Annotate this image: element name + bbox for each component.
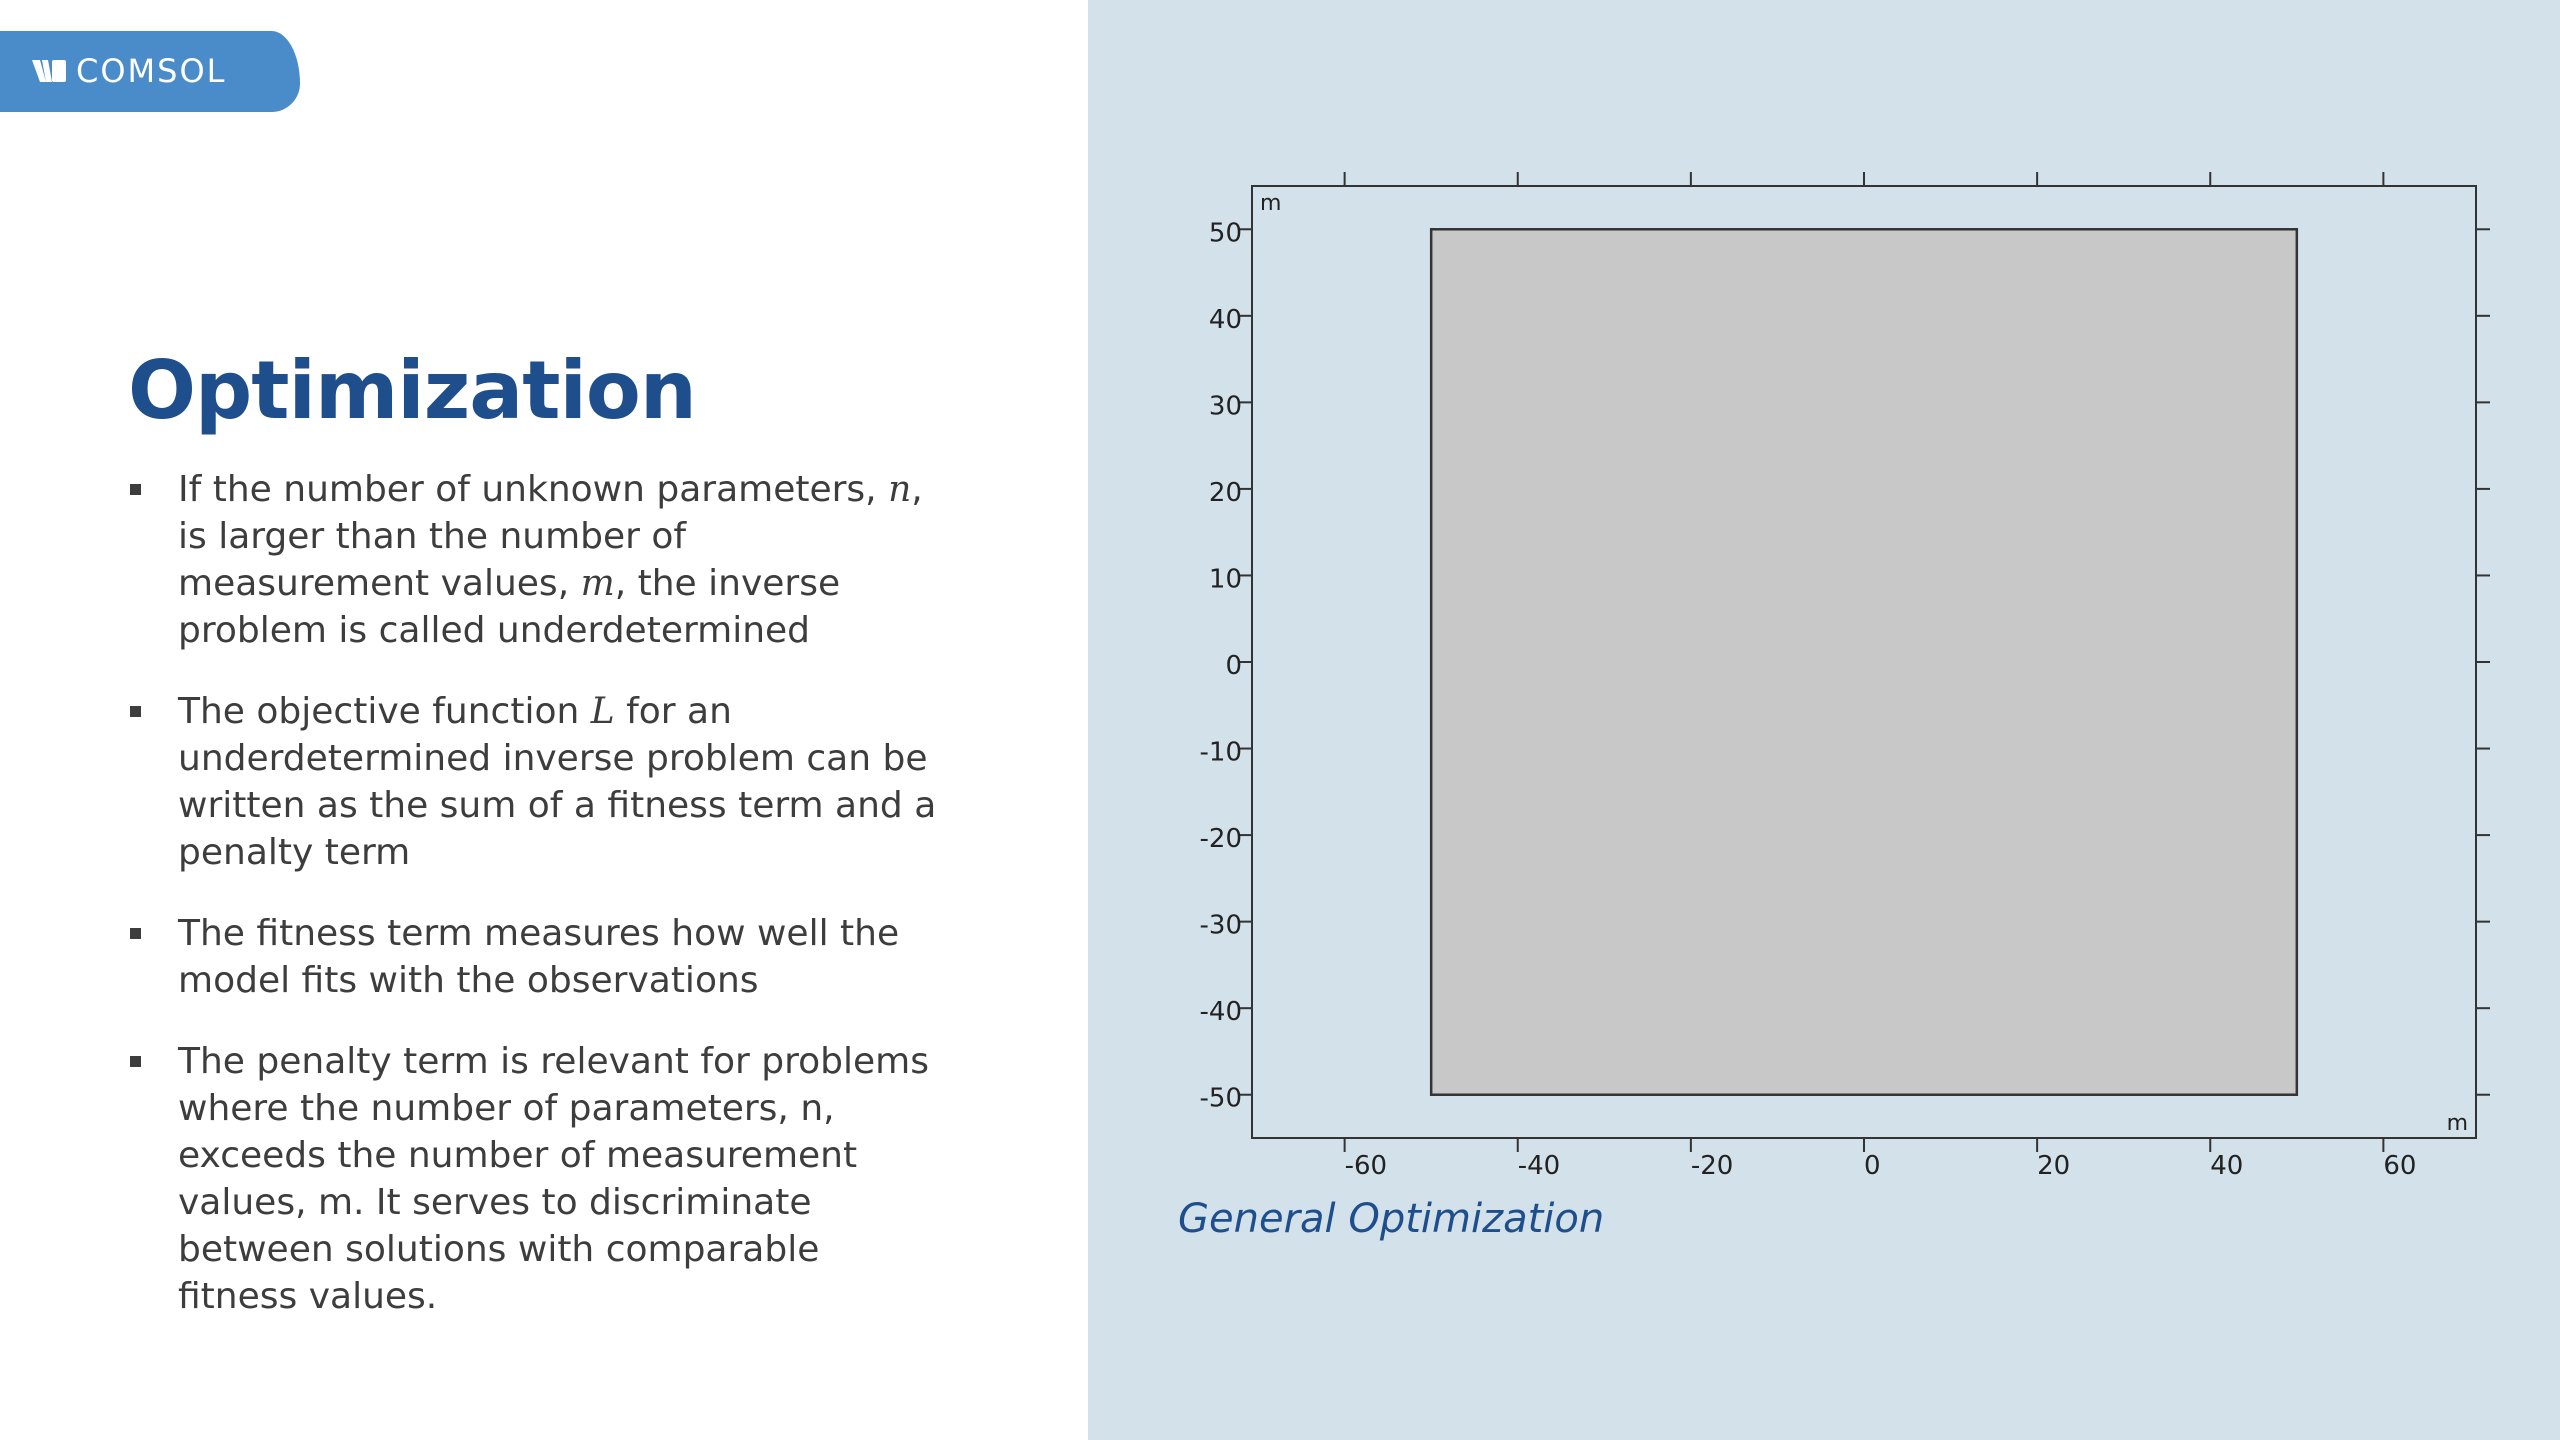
bullet-list: [128, 466, 948, 1354]
bullet-text: , is larger than the number of measurement values,: [178, 469, 923, 604]
slide-title: Optimization: [128, 344, 696, 437]
y-tick-label: -30: [1199, 910, 1242, 941]
bullet-marker-icon: [130, 928, 141, 939]
x-unit-label: m: [2446, 1111, 2468, 1136]
bullet-marker-icon: [130, 706, 141, 717]
bullet-text: for an underdetermined inverse problem can be written as the sum of a fitness term and a penalty term: [178, 691, 937, 873]
y-tick-label: 30: [1208, 391, 1242, 422]
y-tick-label: 50: [1208, 218, 1242, 249]
math-symbol: n: [888, 469, 912, 510]
bullet-text: The objective function: [178, 691, 591, 732]
y-tick-label: 20: [1208, 477, 1242, 508]
x-tick-label: 40: [2210, 1151, 2244, 1181]
x-tick-label: -20: [1690, 1151, 1734, 1181]
x-tick-label: -40: [1517, 1151, 1561, 1181]
figure-caption: General Optimization: [1178, 1196, 1605, 1242]
bullet-item: [128, 688, 948, 876]
y-tick-label: 10: [1208, 564, 1242, 595]
logo-text: COMSOL: [76, 52, 227, 90]
x-tick-label: 20: [2037, 1151, 2071, 1181]
bullet-text: , the inverse problem is called underdetermined: [178, 563, 841, 651]
y-tick-label: 40: [1208, 304, 1242, 335]
bullet-marker-icon: [130, 484, 141, 495]
bullet-marker-icon: [130, 1056, 141, 1067]
math-symbol: L: [590, 691, 615, 732]
bullet-item: [128, 466, 948, 654]
y-unit-label: m: [1260, 191, 1282, 216]
y-tick-label: -40: [1199, 997, 1242, 1028]
comsol-logo: [0, 31, 300, 112]
y-tick-label: -50: [1199, 1083, 1242, 1114]
bullet-item: [128, 1038, 948, 1320]
x-tick-label: 0: [1864, 1151, 1881, 1181]
y-tick-label: -10: [1199, 737, 1242, 768]
comsol-logo-icon: [32, 60, 66, 82]
bullet-item: [128, 910, 948, 1004]
geometry-square: [1431, 229, 2297, 1094]
math-symbol: m: [580, 563, 615, 604]
bullet-text: The fitness term measures how well the model fits with the observations: [178, 913, 900, 1001]
bullet-text: The penalty term is relevant for problems where the number of parameters, n, exceeds the number of measurement values, m. It serves to discriminate between solutions with comparable fitness values.: [178, 1041, 929, 1317]
bullet-text: If the number of unknown parameters,: [178, 469, 889, 510]
y-tick-label: 0: [1225, 651, 1242, 681]
y-tick-label: -20: [1199, 824, 1242, 855]
x-tick-label: -60: [1344, 1151, 1388, 1181]
x-tick-label: 60: [2383, 1151, 2417, 1181]
